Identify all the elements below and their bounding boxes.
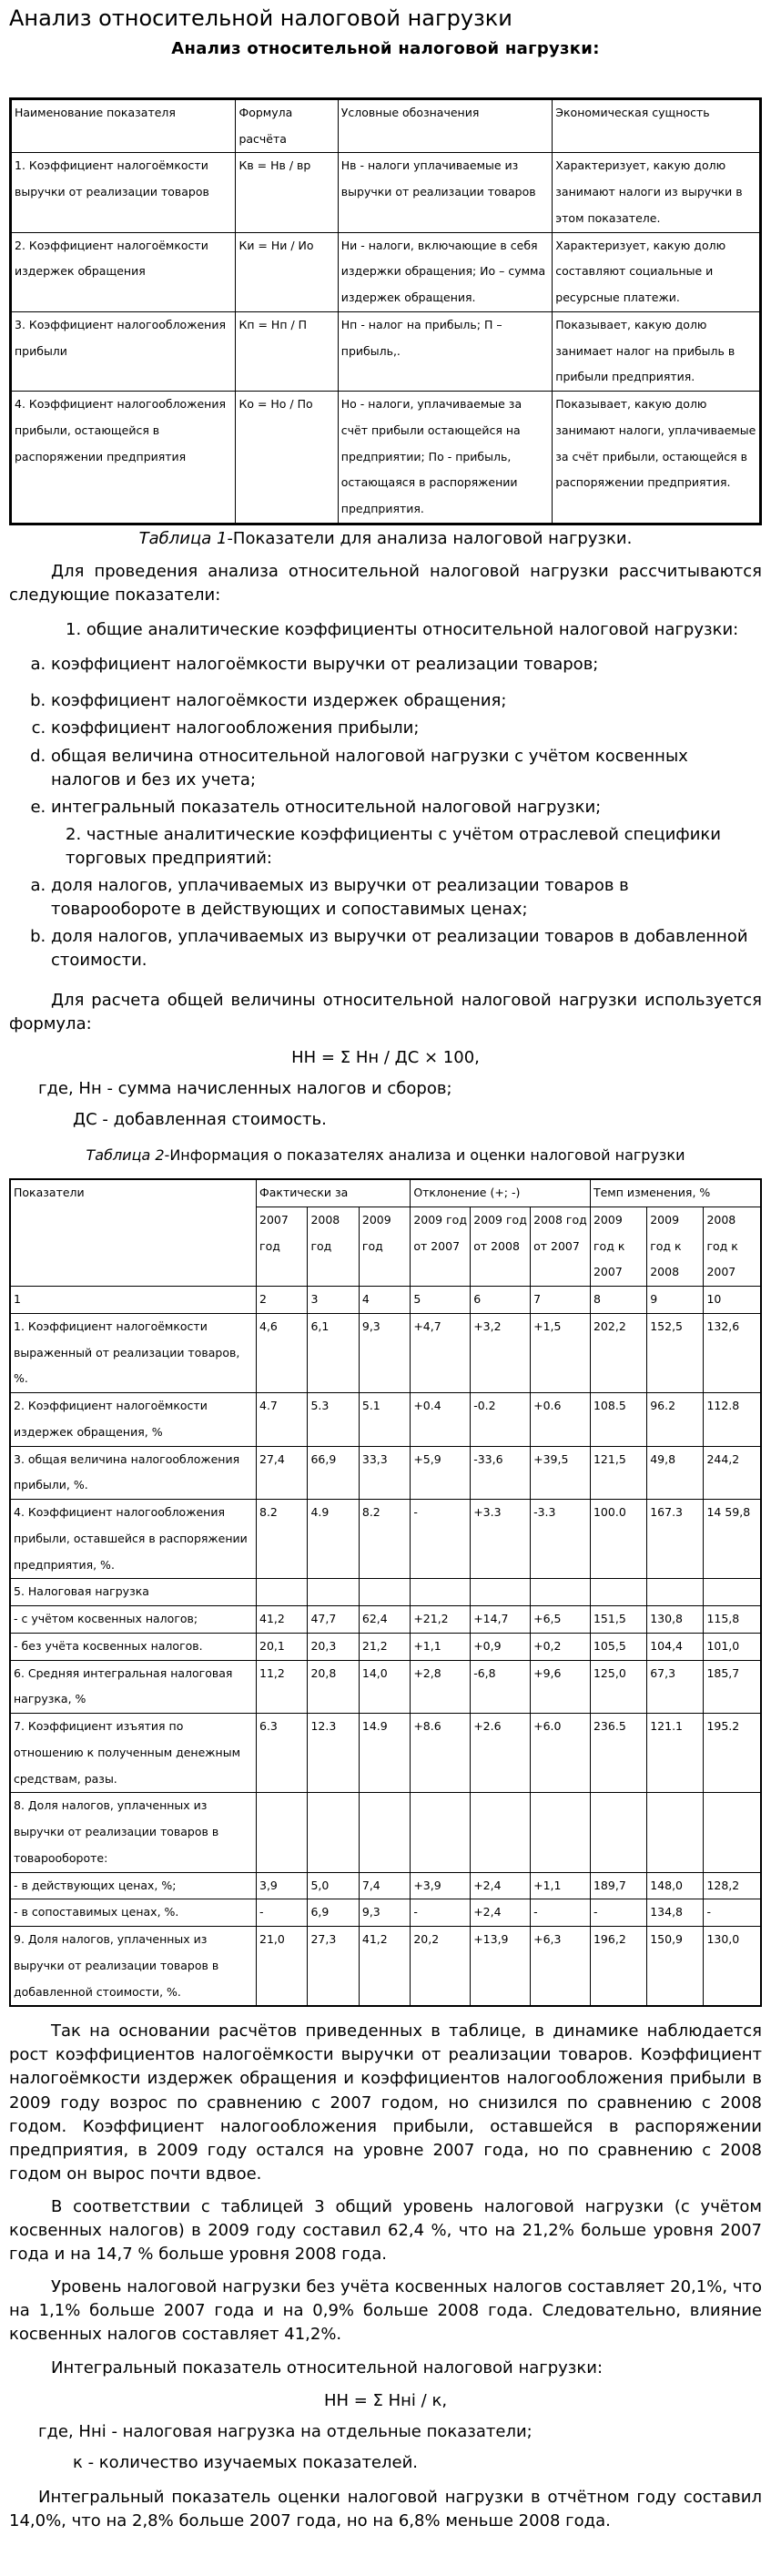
table-cell: 14,0 (359, 1660, 410, 1714)
table-cell: 121,5 (590, 1446, 646, 1500)
table-cell: 7. Коэффициент изъятия по отношению к полученным денежным средствам, разы. (10, 1714, 257, 1793)
table-cell (471, 1579, 531, 1606)
table-row (10, 1393, 761, 1447)
table-body (10, 1313, 761, 2006)
table-cell: 3. Коэффициент налогообложения прибыли (11, 311, 236, 391)
table-cell: 1 (10, 1287, 257, 1314)
table-cell: +3,9 (411, 1872, 471, 1899)
table-cell: 105,5 (590, 1633, 646, 1660)
table-cell: 9,3 (359, 1313, 410, 1392)
table-cell: Кп = Нп / П (236, 311, 338, 391)
table-cell: 128,2 (704, 1872, 761, 1899)
formula-total-burden: НН = Σ Нн / ДС × 100, (291, 1047, 480, 1067)
table-cell: 49,8 (647, 1446, 704, 1500)
formula-integral: НН = Σ Нні / к, (323, 2390, 448, 2410)
table-cell: 5. Налоговая нагрузка (10, 1579, 257, 1606)
table-row (11, 153, 761, 232)
table-row (11, 311, 761, 391)
table-header-cell: 2009 год от 2007 (411, 1207, 471, 1286)
table-row (10, 1313, 761, 1392)
table-row (11, 232, 761, 311)
table-cell: 5,0 (308, 1872, 359, 1899)
table-cell: +2,4 (471, 1872, 531, 1899)
table-cell: 9 (647, 1287, 704, 1314)
list-item: c. коэффициент налогообложения прибыли; (51, 717, 762, 740)
table-cell (531, 1579, 591, 1606)
table-cell: +0.4 (411, 1393, 471, 1447)
table-row (10, 1793, 761, 1872)
table-cell: +0,2 (531, 1633, 591, 1660)
table-header-cell: Отклонение (+; -) (411, 1179, 591, 1207)
table-cell: Нп - налог на прибыль; П – прибыль,. (338, 311, 553, 391)
table-cell (308, 1793, 359, 1872)
table-header-cell: 2009 год к 2007 (590, 1207, 646, 1286)
table-cell: +4,7 (411, 1313, 471, 1392)
table-cell: 112.8 (704, 1393, 761, 1447)
table-cell: Ни - налоги, включающие в себя издержки обращения; Ио – сумма издержек обращения. (338, 232, 553, 311)
table-row (10, 1633, 761, 1660)
table-row (11, 392, 761, 524)
table-cell: +0.6 (531, 1393, 591, 1447)
table-cell: 134,8 (647, 1899, 704, 1927)
table-row (10, 1579, 761, 1606)
table-header-cell: Экономическая сущность (553, 98, 761, 153)
table-cell: 67,3 (647, 1660, 704, 1714)
table-cell: 101,0 (704, 1633, 761, 1660)
list-item: b. коэффициент налогоёмкости издержек обращения; (51, 689, 762, 713)
table-cell: 100.0 (590, 1500, 646, 1579)
table-cell: Характеризует, какую долю занимают налоги из выручки в этом показателе. (553, 153, 761, 232)
table-cell: 132,6 (704, 1313, 761, 1392)
table-cell (257, 1579, 308, 1606)
table-cell: 14.9 (359, 1714, 410, 1793)
list-item: a. коэффициент налогоёмкости выручки от реализации товаров; (51, 653, 762, 677)
table-cell: 148,0 (647, 1872, 704, 1899)
table-cell: - (590, 1899, 646, 1927)
table-cell (359, 1579, 410, 1606)
table-cell: 236.5 (590, 1714, 646, 1793)
table-cell: Характеризует, какую долю составляют социальные и ресурсные платежи. (553, 232, 761, 311)
table-cell: 6,9 (308, 1899, 359, 1927)
table-cell: 4. Коэффициент налогообложения прибыли, оставшейся в распоряжении предприятия, %. (10, 1500, 257, 1579)
table-cell: 4,6 (257, 1313, 308, 1392)
table-cell: 130,8 (647, 1606, 704, 1634)
table1-caption (9, 527, 762, 551)
table-cell: 9. Доля налогов, уплаченных из выручки от реализации товаров в добавленной стоимости, %. (10, 1927, 257, 2007)
table-cell: +6.0 (531, 1714, 591, 1793)
table-cell: 189,7 (590, 1872, 646, 1899)
table-cell: 5 (411, 1287, 471, 1314)
table-cell: 7 (531, 1287, 591, 1314)
table-cell: 196,2 (590, 1927, 646, 2007)
table-cell: +5,9 (411, 1446, 471, 1500)
table-cell: 66,9 (308, 1446, 359, 1500)
conclusion-paragraph: Интегральный показатель оценки налоговой нагрузки в отчётном году составил 14,0%, что на 2,8% больше 2007 года, но на 6,8% меньше 2008 года. (9, 2487, 762, 2530)
subtitle: Анализ относительной налоговой нагрузки: (171, 38, 600, 58)
table-cell: 3. общая величина налогообложения прибыли, %. (10, 1446, 257, 1500)
table-cell: +14,7 (471, 1606, 531, 1634)
table-cell: 20,3 (308, 1633, 359, 1660)
table-cell: 2 (257, 1287, 308, 1314)
table-cell: 151,5 (590, 1606, 646, 1634)
table-cell: 47,7 (308, 1606, 359, 1634)
table-cell: 11,2 (257, 1660, 308, 1714)
table-cell: 5.1 (359, 1393, 410, 1447)
table-cell: +8.6 (411, 1714, 471, 1793)
table-cell: +1,1 (531, 1872, 591, 1899)
formula-paragraph: Для расчета общей величины относительной налоговой нагрузки используется формула: (9, 991, 762, 1034)
table-cell (704, 1579, 761, 1606)
formula-legend-k: к - количество изучаемых показателей. (73, 2452, 419, 2472)
table-cell: 1. Коэффициент налогоёмкости выраженный от реализации товаров, %. (10, 1313, 257, 1392)
table-cell: 41,2 (359, 1927, 410, 2007)
table-cell: 21,0 (257, 1927, 308, 2007)
table-cell: - (411, 1899, 471, 1927)
table-header-cell: 2009 год от 2008 (471, 1207, 531, 1286)
table-indicators (9, 97, 762, 525)
formula-legend-ds: ДС - добавленная стоимость. (73, 1109, 327, 1129)
table2-caption-label: Таблица 2- (86, 1145, 170, 1164)
list1 (9, 653, 762, 820)
table-cell: +2.6 (471, 1714, 531, 1793)
table-cell: 4. Коэффициент налогообложения прибыли, остающейся в распоряжении предприятия (11, 392, 236, 524)
table-row (10, 1927, 761, 2007)
analysis-paragraph-2: В соответствии с таблицей 3 общий уровень налоговой нагрузки (с учётом косвенных налогов) в 2009 году составил 62,4 %, что на 21,2% больше уровня 2007 года и на 14,7 % больше уровня 2008 года. (9, 2196, 762, 2265)
table-header-cell: 2008 год от 2007 (531, 1207, 591, 1286)
table-cell: 125,0 (590, 1660, 646, 1714)
table-cell: Нв - налоги уплачиваемые из выручки от реализации товаров (338, 153, 553, 232)
table-cell: 4 (359, 1287, 410, 1314)
table-cell: +2,8 (411, 1660, 471, 1714)
table-cell (704, 1793, 761, 1872)
table-cell: -6,8 (471, 1660, 531, 1714)
table-row (10, 1660, 761, 1714)
table1-caption-label: Таблица 1- (138, 528, 233, 548)
table-header-cell: 2009 год (359, 1207, 410, 1286)
table-cell (411, 1579, 471, 1606)
table-cell: +9,6 (531, 1660, 591, 1714)
table-cell: Кв = Нв / вр (236, 153, 338, 232)
table-row (10, 1606, 761, 1634)
table-cell: +13,9 (471, 1927, 531, 2007)
table-number-row (10, 1287, 761, 1314)
table-cell: 108.5 (590, 1393, 646, 1447)
table-cell: 1. Коэффициент налогоёмкости выручки от реализации товаров (11, 153, 236, 232)
table-cell: 244,2 (704, 1446, 761, 1500)
table-header-cell: 2009 год к 2008 (647, 1207, 704, 1286)
page-title: Анализ относительной налоговой нагрузки (9, 5, 512, 31)
table-cell: 104,4 (647, 1633, 704, 1660)
table-cell: Ки = Ни / Ио (236, 232, 338, 311)
table-cell: 12.3 (308, 1714, 359, 1793)
table-cell: -0.2 (471, 1393, 531, 1447)
table-cell: 167.3 (647, 1500, 704, 1579)
table-row (10, 1446, 761, 1500)
table-cell: Показывает, какую долю занимают налоги, уплачиваемые за счёт прибыли, остающейся в распоряжении предприятия. (553, 392, 761, 524)
table-row (10, 1899, 761, 1927)
table-header-cell: Условные обозначения (338, 98, 553, 153)
table-cell (647, 1579, 704, 1606)
table-header-cell: Показатели (10, 1179, 257, 1287)
table-row (10, 1500, 761, 1579)
table-cell: Но - налоги, уплачиваемые за счёт прибыли остающейся на предприятии; По - прибыль, остающаяся в распоряжении предприятия. (338, 392, 553, 524)
table-cell: 2. Коэффициент налогоёмкости издержек обращения, % (10, 1393, 257, 1447)
table-cell: 27,4 (257, 1446, 308, 1500)
table-cell: 202,2 (590, 1313, 646, 1392)
table-cell: 4.9 (308, 1500, 359, 1579)
list-item: b. доля налогов, уплачиваемых из выручки от реализации товаров в добавленной стоимости. (51, 925, 762, 972)
table-cell: - в действующих ценах, %; (10, 1872, 257, 1899)
analysis-paragraph-1: Так на основании расчётов приведенных в таблице, в динамике наблюдается рост коэффициентов налогоёмкости выручки от реализации товаров. Коэффициент налогоёмкости издержек обращения и коэффициентов налогообложения прибыли в 2009 году возрос по сравнению с 2007 годом, но снизился по сравнению с 2008 годом. Коэффициент налогообложения прибыли, оставшейся в распоряжении предприятия, в 2009 году остался на уровне 2007 года, но по сравнению с 2008 годом он вырос почти вдвое. (9, 2021, 762, 2184)
table-cell: 21,2 (359, 1633, 410, 1660)
table-cell: - (704, 1899, 761, 1927)
table-cell: 8.2 (359, 1500, 410, 1579)
table-cell: 41,2 (257, 1606, 308, 1634)
table-cell: 121.1 (647, 1714, 704, 1793)
table-header-cell: 2007 год (257, 1207, 308, 1286)
formula-legend-nn: где, Нн - сумма начисленных налогов и сборов; (38, 1078, 452, 1098)
table-cell (257, 1793, 308, 1872)
table-cell: +3.3 (471, 1500, 531, 1579)
table-header-row (11, 98, 761, 153)
table-header-cell: Наименование показателя (11, 98, 236, 153)
table-cell: 152,5 (647, 1313, 704, 1392)
table-cell: - в сопоставимых ценах, %. (10, 1899, 257, 1927)
table-cell: 6,1 (308, 1313, 359, 1392)
table-cell: 4.7 (257, 1393, 308, 1447)
intro-paragraph: Для проведения анализа относительной налоговой нагрузки рассчитываются следующие показатели: (9, 561, 762, 606)
list-item: e. интегральный показатель относительной налоговой нагрузки; (51, 796, 762, 820)
list-item: a. доля налогов, уплачиваемых из выручки от реализации товаров в товарообороте в действующих и сопоставимых ценах; (51, 874, 762, 921)
table-cell: +21,2 (411, 1606, 471, 1634)
table-cell: 185,7 (704, 1660, 761, 1714)
table-cell: -3.3 (531, 1500, 591, 1579)
list-item: d. общая величина относительной налоговой нагрузки с учётом косвенных налогов и без их учета; (51, 745, 762, 792)
table-cell (308, 1579, 359, 1606)
table-cell: 6. Средняя интегральная налоговая нагрузка, % (10, 1660, 257, 1714)
table-cell (590, 1793, 646, 1872)
table-cell: +0,9 (471, 1633, 531, 1660)
table1-caption-text: Показатели для анализа налоговой нагрузки. (232, 528, 633, 548)
table-cell: 8. Доля налогов, уплаченных из выручки от реализации товаров в товарообороте: (10, 1793, 257, 1872)
table-cell: +6,5 (531, 1606, 591, 1634)
table-cell: 96.2 (647, 1393, 704, 1447)
table-cell: 7,4 (359, 1872, 410, 1899)
table-cell: - (531, 1899, 591, 1927)
table-cell: +3,2 (471, 1313, 531, 1392)
list2-title: 2. частные аналитические коэффициенты с учётом отраслевой специфики торговых предприятий: (66, 824, 721, 868)
table-cell: +1,1 (411, 1633, 471, 1660)
table-cell (531, 1793, 591, 1872)
table-cell: +1,5 (531, 1313, 591, 1392)
table-header-cell: Формула расчёта (236, 98, 338, 153)
table-cell: 3 (308, 1287, 359, 1314)
table-cell (647, 1793, 704, 1872)
table-cell: 115,8 (704, 1606, 761, 1634)
table2-caption (9, 1145, 762, 1166)
table-cell: 8 (590, 1287, 646, 1314)
formula-legend-nni: где, Нні - налоговая нагрузка на отдельные показатели; (38, 2421, 533, 2441)
table-row (10, 1872, 761, 1899)
table-cell (471, 1793, 531, 1872)
table-tax-burden (9, 1178, 762, 2007)
table-cell: 6 (471, 1287, 531, 1314)
table-row (10, 1714, 761, 1793)
table-cell: - без учёта косвенных налогов. (10, 1633, 257, 1660)
table-cell: 20,1 (257, 1633, 308, 1660)
analysis-paragraph-3: Уровень налоговой нагрузки без учёта косвенных налогов составляет 20,1%, что на 1,1% больше 2007 года и на 0,9% больше 2008 года. Следовательно, влияние косвенных налогов составляет 41,2%. (9, 2277, 762, 2345)
table2-caption-text: Информация о показателях анализа и оценки налоговой нагрузки (169, 1145, 685, 1164)
table-cell: 20,2 (411, 1927, 471, 2007)
table-header-cell: Темп изменения, % (590, 1179, 761, 1207)
table-cell: - с учётом косвенных налогов; (10, 1606, 257, 1634)
table-header-cell: Фактически за (257, 1179, 411, 1207)
table-cell: 8.2 (257, 1500, 308, 1579)
table-header-cell: 2008 год к 2007 (704, 1207, 761, 1286)
table-cell: 2. Коэффициент налогоёмкости издержек обращения (11, 232, 236, 311)
table-cell: 62,4 (359, 1606, 410, 1634)
table-cell: 195.2 (704, 1714, 761, 1793)
table-cell: Показывает, какую долю занимает налог на прибыль в прибыли предприятия. (553, 311, 761, 391)
table-cell: 27,3 (308, 1927, 359, 2007)
table-cell: Ко = Но / По (236, 392, 338, 524)
table-cell: - (411, 1500, 471, 1579)
table-header-cell: 2008 год (308, 1207, 359, 1286)
table-cell (411, 1793, 471, 1872)
table-cell: 150,9 (647, 1927, 704, 2007)
integral-paragraph: Интегральный показатель относительной налоговой нагрузки: (51, 2357, 604, 2377)
table-cell: +2,4 (471, 1899, 531, 1927)
table-cell: - (257, 1899, 308, 1927)
table-cell: 14 59,8 (704, 1500, 761, 1579)
table-cell: 10 (704, 1287, 761, 1314)
table-cell (590, 1579, 646, 1606)
table-cell: +6,3 (531, 1927, 591, 2007)
table-cell: 33,3 (359, 1446, 410, 1500)
table-header-row (10, 1179, 761, 1207)
table-cell: 9,3 (359, 1899, 410, 1927)
table-cell: 5.3 (308, 1393, 359, 1447)
table-cell (359, 1793, 410, 1872)
table-cell: 130,0 (704, 1927, 761, 2007)
table-cell: 6.3 (257, 1714, 308, 1793)
table-cell: -33,6 (471, 1446, 531, 1500)
table-cell: 3,9 (257, 1872, 308, 1899)
table-cell: 20,8 (308, 1660, 359, 1714)
table-cell: +39,5 (531, 1446, 591, 1500)
list2 (9, 874, 762, 972)
list1-title: 1. общие аналитические коэффициенты относительной налоговой нагрузки: (66, 620, 739, 640)
